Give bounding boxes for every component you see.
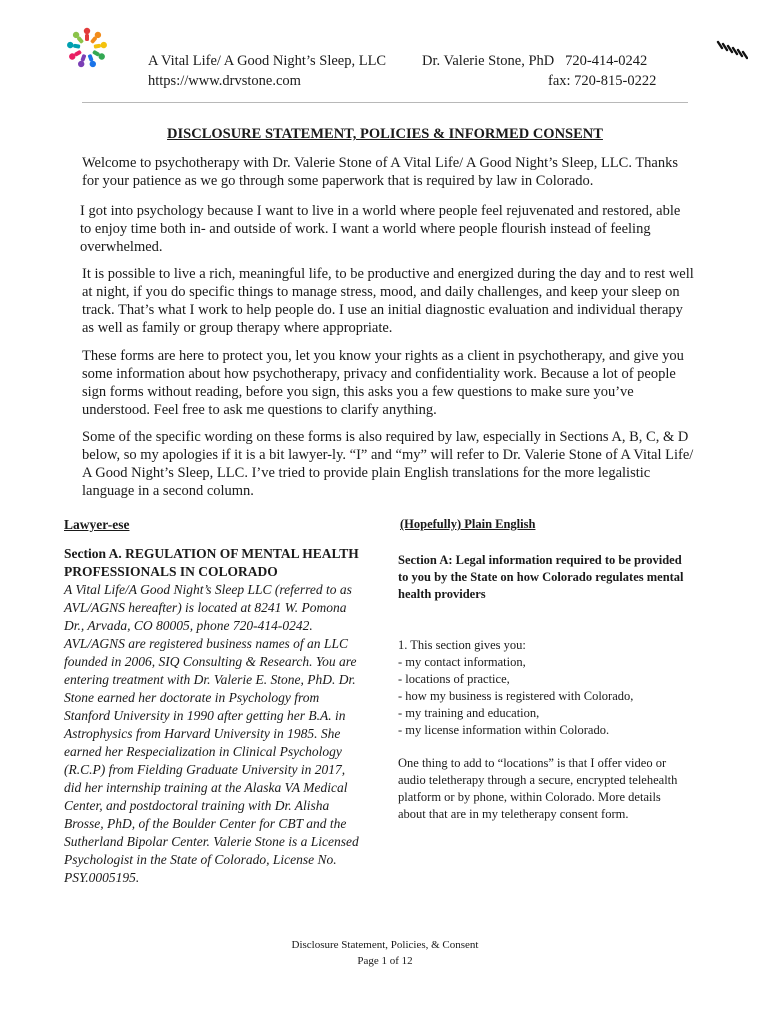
intro-paragraph: I got into psychology because I want to live in a world where people feel rejuvenated and restored, able to enjoy time both in- and outside of work. I want a world where people flourish instead of feeling overwhelmed. (80, 203, 681, 255)
intro-paragraph: Some of the specific wording on these forms is also required by law, especially in Sections A, B, C, & D below, so my apologies if it is a bit lawyer-ly. “I” and “my” will refer to Dr. Valerie Stone of A Vital Life/ A Good Night’s Sleep, LLC. I’ve tried to provide plain English translations for the more legalistic language in a second column. (82, 429, 694, 499)
intro-paragraph: Welcome to psychotherapy with Dr. Valerie Stone of A Vital Life/ A Good Night’s Sleep, LLC. Thanks for your patience as we go through some paperwork that is required by law in Colorado. (82, 155, 679, 189)
list-item: - my training and education, (398, 706, 540, 720)
header-website[interactable]: https://www.drvstone.com (148, 73, 301, 89)
list-item: - my license information within Colorado. (398, 723, 610, 737)
footer-title: Disclosure Statement, Policies, & Consent (291, 939, 479, 951)
left-section-title: Section A. REGULATION OF MENTAL HEALTH PROFESSIONALS IN COLORADO (64, 546, 359, 579)
header-divider (82, 102, 688, 103)
left-column-heading: Lawyer-ese (64, 517, 130, 532)
list-item: - my contact information, (398, 655, 526, 669)
intro-paragraph: It is possible to live a rich, meaningful life, to be productive and energized during the day and to rest well at night, if you do specific things to manage stress, mood, and daily challenges, and keep your sleep on track. That’s what I work to help people do. I use an initial diagnostic evaluation and individual therapy as well as family or group therapy where appropriate. (82, 266, 694, 336)
list-item: - locations of practice, (398, 672, 510, 686)
right-section-title: Section A: Legal information required to be provided to you by the State on how Colorado regulates mental health providers (398, 553, 684, 601)
left-section-body: A Vital Life/A Good Night’s Sleep LLC (referred to as AVL/AGNS hereafter) is located at 8241 W. Pomona Dr., Arvada, CO 80005, phone 720-414-0242. AVL/AGNS are registered business names of an LLC founded in 2006, SIQ Consulting & Research. You are entering treatment with Dr. Valerie E. Stone, PhD. Dr. Stone earned her doctorate in Psychology from Stanford University in 1990 after getting her B.A. in Astrophysics from Harvard University in 1985. She earned her Respecialization in Clinical Psychology (R.C.P) from Fielding Graduate University in 2017, did her internship training at the Alaska VA Medical Center, and postdoctoral training with Dr. Alisha Brosse, PhD, of the Boulder Center for CBT and the Sutherland Bipolar Center. Valerie Stone is a Licensed Psychologist in the State of Colorado, License No. PSY.0005195. (64, 582, 359, 885)
right-telehealth-note: One thing to add to “locations” is that I offer video or audio teletherapy through a secure, encrypted telehealth platform or by phone, within Colorado. More details about that are in my teletherapy consent form. (398, 756, 678, 821)
header-company: A Vital Life/ A Good Night’s Sleep, LLC (148, 53, 387, 69)
right-column-heading: (Hopefully) Plain English (400, 517, 536, 531)
document-title: DISCLOSURE STATEMENT, POLICIES & INFORMED CONSENT (167, 126, 603, 142)
header-doctor-phone: Dr. Valerie Stone, PhD 720-414-0242 (422, 53, 648, 69)
intro-paragraph: These forms are here to protect you, let you know your rights as a client in psychotherapy, and give you some information about how psychotherapy, privacy and confidentiality work. Because a lot of people sign forms without reading, before you sign, this asks you a few questions to make sure you’ve understood. Feel free to ask me questions to clarify anything. (82, 348, 684, 418)
right-list-intro: 1. This section gives you: (398, 638, 526, 652)
footer-page-number: Page 1 of 12 (357, 955, 413, 967)
right-info-list (398, 654, 688, 739)
colorful-people-circle-logo-icon (62, 24, 112, 72)
header-fax: fax: 720-815-0222 (548, 73, 657, 89)
list-item: - how my business is registered with Colorado, (398, 689, 634, 703)
corner-marks-icon (716, 38, 748, 62)
